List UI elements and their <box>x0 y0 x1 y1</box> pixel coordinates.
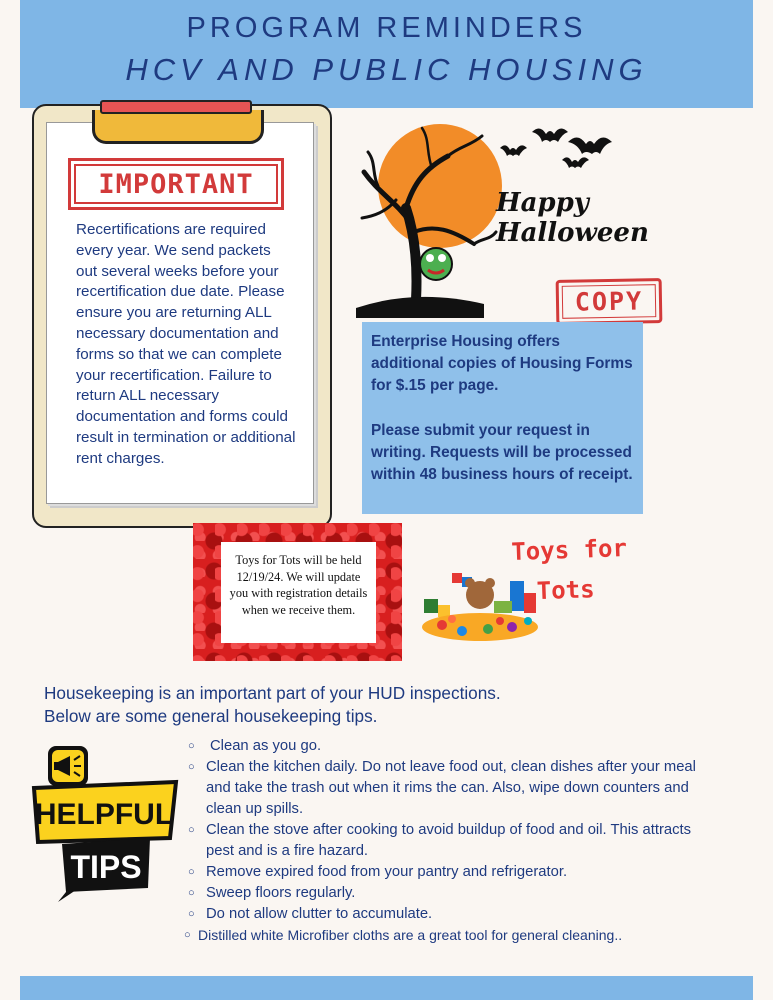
housekeeping-intro <box>44 682 501 728</box>
copies-request-text: Please submit your request in writing. Requests will be processed within 48 business hours of receipt. <box>371 421 633 484</box>
toys-pile-illustration <box>418 565 542 643</box>
list-item: ○ Clean as you go. <box>188 736 700 757</box>
housekeeping-tips-list <box>188 736 700 946</box>
clipboard-clip <box>92 110 264 144</box>
recertification-notice: Recertifications are required every year. We send packets out several weeks before your recertification due date. Please ensure you are returning ALL necessary documentation and forms so that we can complete your recertification. Failure to return ALL necessary documentation and forms could result in termination or additional rent charges. <box>76 221 296 467</box>
happy-halloween-title <box>496 188 649 248</box>
copy-stamp-text: COPY <box>562 284 657 319</box>
toys-for-tots-notice: Toys for Tots will be held 12/19/24. We will update you with registration details when we receive them. <box>221 542 376 643</box>
header-banner <box>20 0 753 108</box>
page-subtitle: HCV AND PUBLIC HOUSING <box>125 52 648 87</box>
happy-halloween-line1: Happy <box>496 188 589 218</box>
list-item: ○ Remove expired food from your pantry and refrigerator. <box>188 862 700 883</box>
copy-stamp <box>556 278 663 325</box>
list-item: ○ Clean the stove after cooking to avoid buildup of food and oil. This attracts pest and is a fire hazard. <box>188 820 700 862</box>
toys-title-line1: Toys for <box>510 534 628 567</box>
happy-halloween-line2: Halloween <box>496 218 649 248</box>
list-item: ○ Distilled white Microfiber cloths are a great tool for general cleaning.. <box>184 925 700 946</box>
toys-title-line2: Tots <box>536 575 595 606</box>
tips-word: TIPS <box>70 849 142 885</box>
footer-bar <box>20 976 753 1000</box>
housekeeping-intro-line1: Housekeeping is an important part of your HUD inspections. <box>44 683 501 703</box>
monster-icon <box>420 248 452 280</box>
important-stamp-text: IMPORTANT <box>74 164 278 204</box>
clipboard-clip-top <box>100 100 252 114</box>
housekeeping-intro-line2: Below are some general housekeeping tips. <box>44 706 378 726</box>
list-item: ○ Sweep floors regularly. <box>188 883 700 904</box>
bats-icon <box>500 128 612 168</box>
important-stamp <box>68 158 284 210</box>
helpful-tips-badge <box>30 742 180 902</box>
copies-info-box <box>362 322 643 514</box>
page-title: PROGRAM REMINDERS <box>186 12 587 44</box>
list-item: ○ Do not allow clutter to accumulate. <box>188 904 700 925</box>
helpful-word: HELPFUL <box>34 798 174 831</box>
list-item: ○ Clean the kitchen daily. Do not leave food out, clean dishes after your meal and take the trash out when it rims the can. Also, wipe down counters and clean up spills. <box>188 757 700 820</box>
ground-icon <box>356 297 484 318</box>
copies-price-text: Enterprise Housing offers additional copies of Housing Forms for $.15 per page. <box>371 333 633 395</box>
